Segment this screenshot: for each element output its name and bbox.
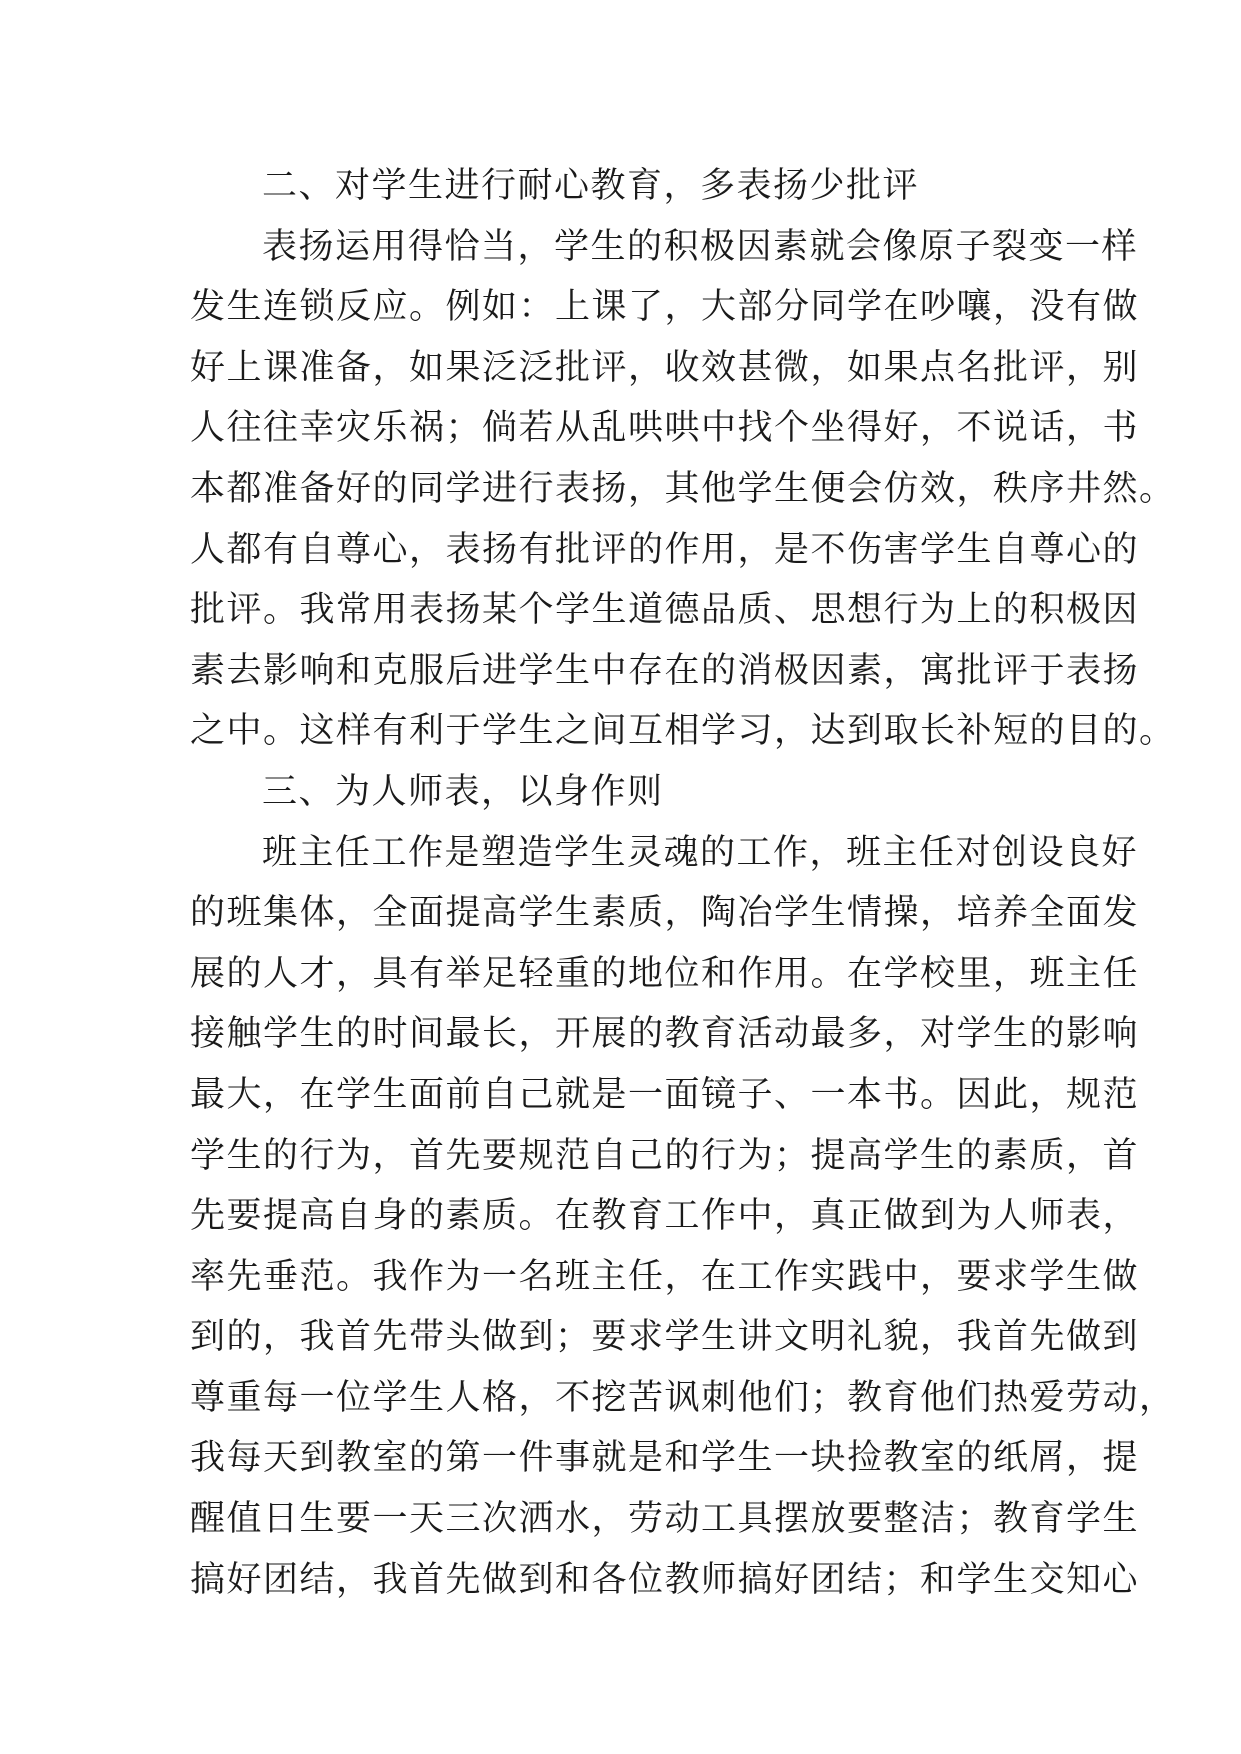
paragraph-line: 发生连锁反应。例如：上课了，大部分同学在吵嚷，没有做: [190, 287, 1140, 328]
body-text: [190, 156, 1176, 1610]
paragraph-line: 展的人才，具有举足轻重的地位和作用。在学校里，班主任: [190, 953, 1140, 994]
paragraph-line: 最大，在学生面前自己就是一面镜子、一本书。因此，规范: [190, 1074, 1140, 1115]
section-heading: 三、为人师表，以身作则: [262, 771, 664, 812]
paragraph-line: 好上课准备，如果泛泛批评，收效甚微，如果点名批评，别: [190, 347, 1140, 388]
paragraph-line: 之中。这样有利于学生之间互相学习，达到取长补短的目的。: [190, 711, 1176, 752]
paragraph-line: 人往往幸灾乐祸；倘若从乱哄哄中找个坐得好，不说话，书: [190, 408, 1140, 449]
paragraph-line: 接触学生的时间最长，开展的教育活动最多，对学生的影响: [190, 1014, 1140, 1055]
paragraph-line: 的班集体，全面提高学生素质，陶冶学生情操，培养全面发: [190, 893, 1140, 934]
paragraph-line: 学生的行为，首先要规范自己的行为；提高学生的素质，首: [190, 1135, 1140, 1176]
paragraph-line: 醒值日生要一天三次洒水，劳动工具摆放要整洁；教育学生: [190, 1499, 1140, 1540]
paragraph-line: 率先垂范。我作为一名班主任，在工作实践中，要求学生做: [190, 1256, 1140, 1297]
paragraph-line: 尊重每一位学生人格，不挖苦讽刺他们；教育他们热爱劳动，: [190, 1377, 1176, 1418]
paragraph-line: 先要提高自身的素质。在教育工作中，真正做到为人师表，: [190, 1196, 1140, 1237]
paragraph-line: 我每天到教室的第一件事就是和学生一块捡教室的纸屑，提: [190, 1438, 1140, 1479]
paragraph-line: 批评。我常用表扬某个学生道德品质、思想行为上的积极因: [190, 590, 1140, 631]
paragraph-line: 人都有自尊心，表扬有批评的作用，是不伤害学生自尊心的: [190, 529, 1140, 570]
paragraph-line: 班主任工作是塑造学生灵魂的工作，班主任对创设良好: [262, 832, 1139, 873]
paragraph-line: 本都准备好的同学进行表扬，其他学生便会仿效，秩序井然。: [190, 468, 1176, 509]
paragraph-line: 到的，我首先带头做到；要求学生讲文明礼貌，我首先做到: [190, 1317, 1140, 1358]
section-heading: 二、对学生进行耐心教育，多表扬少批评: [262, 166, 920, 206]
paragraph-line: 素去影响和克服后进学生中存在的消极因素，寓批评于表扬: [190, 650, 1140, 691]
paragraph-line: 搞好团结，我首先做到和各位教师搞好团结；和学生交知心: [190, 1559, 1140, 1600]
paragraph-line: 表扬运用得恰当，学生的积极因素就会像原子裂变一样: [262, 226, 1139, 267]
